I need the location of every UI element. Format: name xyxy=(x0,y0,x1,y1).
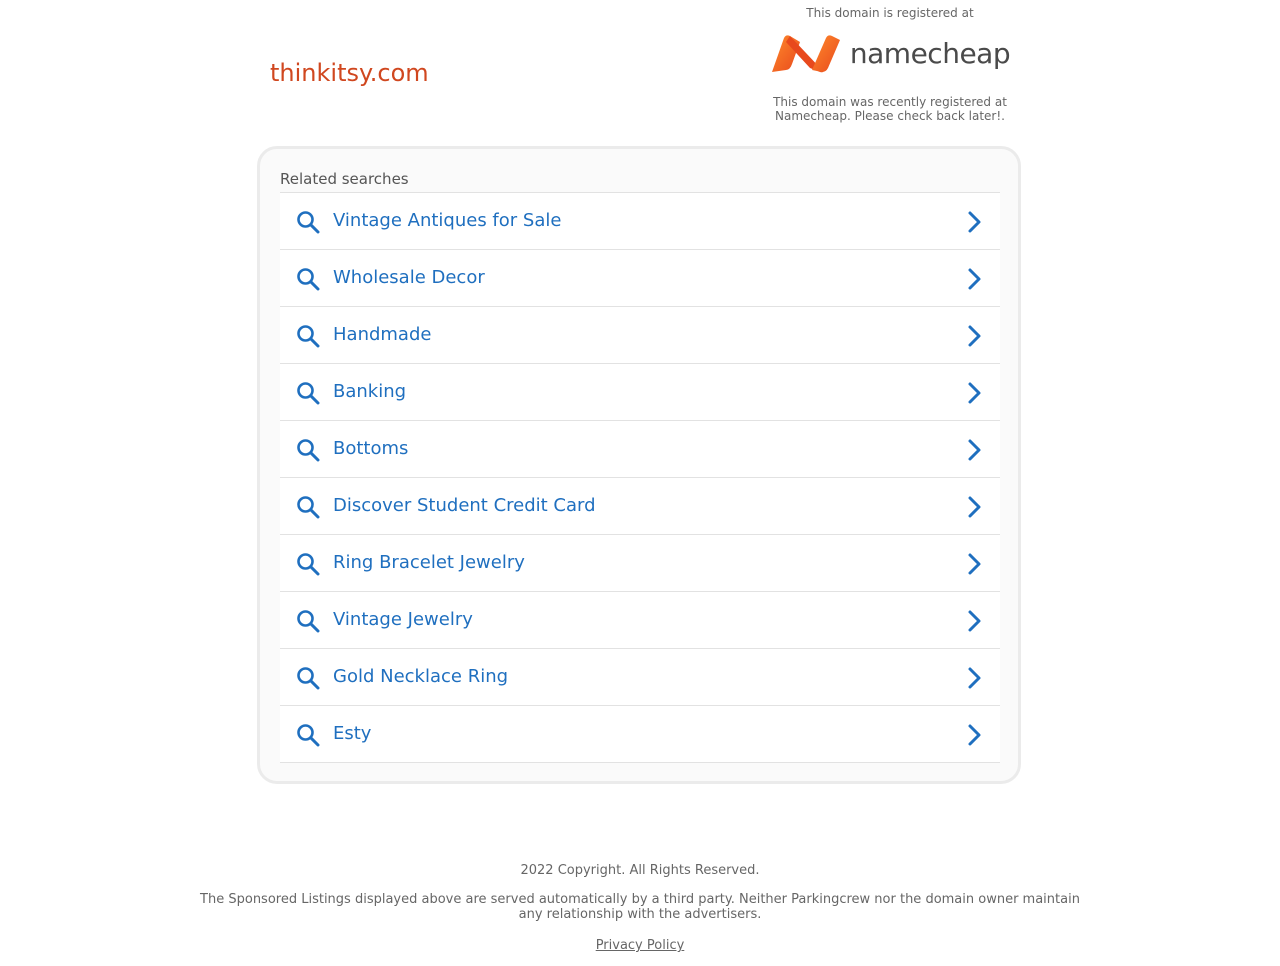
search-icon xyxy=(296,324,320,348)
chevron-right-icon xyxy=(964,381,984,405)
related-search-label: Handmade xyxy=(333,324,432,345)
related-search-item[interactable] xyxy=(280,592,1000,649)
header xyxy=(0,0,1280,140)
chevron-right-icon xyxy=(964,495,984,519)
chevron-right-icon xyxy=(964,267,984,291)
related-search-label: Bottoms xyxy=(333,438,409,459)
related-search-label: Vintage Jewelry xyxy=(333,609,473,630)
search-icon xyxy=(296,723,320,747)
related-search-item[interactable] xyxy=(280,193,1000,250)
related-search-item[interactable] xyxy=(280,535,1000,592)
search-icon xyxy=(296,267,320,291)
related-searches-title: Related searches xyxy=(280,170,409,188)
namecheap-logo-text: namecheap xyxy=(849,37,1011,70)
chevron-right-icon xyxy=(964,552,984,576)
namecheap-logo-mark-icon xyxy=(770,34,842,74)
search-icon xyxy=(296,609,320,633)
related-search-item[interactable] xyxy=(280,250,1000,307)
recent-registration-note: This domain was recently registered at Namecheap. Please check back later!. xyxy=(773,95,1007,123)
related-search-item[interactable] xyxy=(280,307,1000,364)
sponsored-disclaimer: The Sponsored Listings displayed above are served automatically by a third party. Neither Parkingcrew nor the domain owner maintain any relationship with the advertisers. xyxy=(200,892,1080,922)
search-icon xyxy=(296,552,320,576)
chevron-right-icon xyxy=(964,324,984,348)
chevron-right-icon xyxy=(964,666,984,690)
related-searches-list xyxy=(280,192,1000,763)
search-icon xyxy=(296,381,320,405)
related-searches-panel xyxy=(257,146,1021,784)
footer xyxy=(0,862,1280,954)
related-search-label: Banking xyxy=(333,381,407,402)
related-search-label: Esty xyxy=(333,723,372,744)
related-search-label: Wholesale Decor xyxy=(333,267,485,288)
related-search-item[interactable] xyxy=(280,421,1000,478)
chevron-right-icon xyxy=(964,210,984,234)
search-icon xyxy=(296,666,320,690)
related-search-label: Discover Student Credit Card xyxy=(333,495,596,516)
chevron-right-icon xyxy=(964,438,984,462)
related-search-item[interactable] xyxy=(280,649,1000,706)
namecheap-logo[interactable] xyxy=(760,32,1020,76)
related-search-label: Ring Bracelet Jewelry xyxy=(333,552,525,573)
copyright-text: 2022 Copyright. All Rights Reserved. xyxy=(520,863,760,878)
related-search-item[interactable] xyxy=(280,364,1000,421)
related-search-label: Vintage Antiques for Sale xyxy=(333,210,562,231)
registered-at-text: This domain is registered at xyxy=(806,6,974,20)
domain-name: thinkitsy.com xyxy=(270,59,429,87)
privacy-policy-link[interactable]: Privacy Policy xyxy=(595,938,685,953)
related-search-label: Gold Necklace Ring xyxy=(333,666,509,687)
related-search-item[interactable] xyxy=(280,478,1000,535)
search-icon xyxy=(296,210,320,234)
chevron-right-icon xyxy=(964,723,984,747)
search-icon xyxy=(296,495,320,519)
registrar-info xyxy=(760,5,1020,123)
search-icon xyxy=(296,438,320,462)
related-search-item[interactable] xyxy=(280,706,1000,763)
chevron-right-icon xyxy=(964,609,984,633)
